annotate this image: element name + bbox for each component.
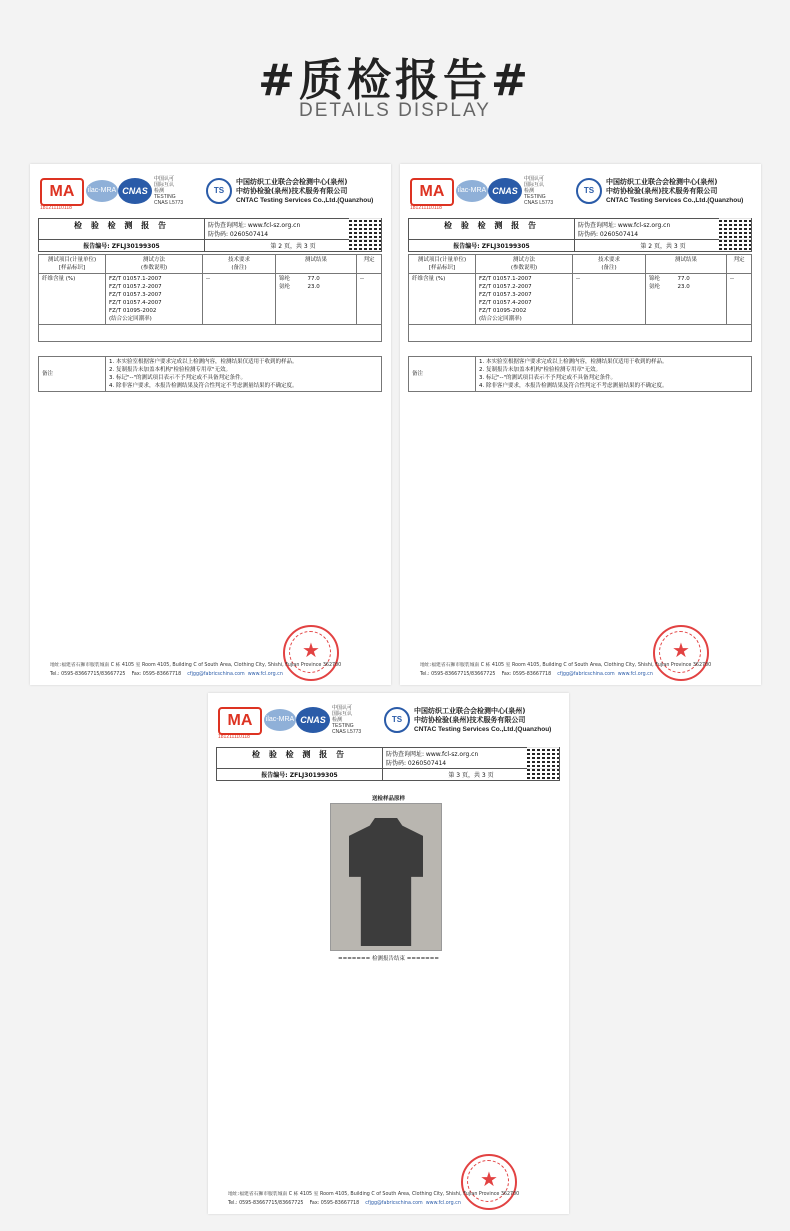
email-link[interactable]: cfjgg@fabricschina.com: [557, 672, 615, 677]
report-header-table: 检 验 检 测 报 告 防伪查询网址: www.fcl-sz.org.cn 防伪码: 0260507414 报告编号: ZFLJ30199305 第 2 页，共 3 页: [38, 218, 382, 252]
ma-number: 181211110118: [40, 205, 72, 211]
report-title: 检 验 检 测 报 告: [217, 748, 383, 769]
cnas-logo: CNAS: [118, 178, 152, 204]
notes-table: 备注 1. 本实验室根据客户要求完成以上检测内容，检测结果仅适用于收到的样品。 2. 复制报告未加盖本机构"检验检测专用章"无效。 3. 标记"--"的测试项目表示不予判定或不具备判定条件。 4. 除非客户要求，本报告检测结果及符合性判定不考虑测量结果的不确定度。: [408, 356, 752, 392]
sample-photo: [330, 803, 442, 951]
cert-logos: [408, 174, 554, 211]
email-link[interactable]: cfjgg@fabricschina.com: [365, 1201, 423, 1206]
ilac-logo: ilac-MRA: [456, 180, 488, 202]
web-link[interactable]: www.fcl.org.cn: [247, 672, 283, 677]
report-page-3: [208, 693, 569, 1214]
shirt-image: [349, 818, 423, 946]
ilac-logo: ilac-MRA: [86, 180, 118, 202]
report-page-1: [30, 164, 391, 685]
report-page-2: [400, 164, 761, 685]
web-link[interactable]: www.fcl.org.cn: [617, 672, 653, 677]
cnas-text: 中国认可 国际互认 检测 TESTING CNAS L5773: [332, 705, 362, 735]
report-number: 报告编号: ZFLJ30199305: [217, 769, 383, 781]
notes-table: 备注 1. 本实验室根据客户要求完成以上检测内容，检测结果仅适用于收到的样品。 2. 复制报告未加盖本机构"检验检测专用章"无效。 3. 标记"--"的测试项目表示不予判定或不具备判定条件。 4. 除非客户要求，本报告检测结果及符合性判定不考虑测量结果的不确定度。: [38, 356, 382, 392]
page-number: 第 2 页，共 3 页: [575, 240, 752, 252]
official-seal-icon: ★: [653, 625, 709, 681]
ts-logo-icon: TS: [384, 707, 410, 733]
ma-logo: MA: [40, 178, 84, 206]
page-number: 第 3 页，共 3 页: [383, 769, 560, 781]
results-table: 测试项目(计量单位) [样品标识] 测试方法 (参数说明) 技术要求 (备注) 测试结果 判定 纤维含量 (%) FZ/T 01057.1-2007 FZ/T 01057.2-2007 FZ/T 01057.3-2007 FZ/T 01057.4-2007 FZ/T 01095-2002 (结合公定回潮率) -- 锦纶 77.0 氨纶 23.0 --: [408, 254, 752, 342]
footer: 地址:福建省石狮市服装城南 C 栋 4105 室 Room 4105, Building C of South Area, Clothing City, Shishi, Fujian Province 362700 Tel.: 0595-83667715/83667725 Fax: 0595-83667718 cfjgg@fabricschina.com www.fcl.org.cn: [228, 1192, 520, 1206]
results-table: 测试项目(计量单位) [样品标识] 测试方法 (参数说明) 技术要求 (备注) 测试结果 判定 纤维含量 (%) FZ/T 01057.1-2007 FZ/T 01057.2-2007 FZ/T 01057.3-2007 FZ/T 01057.4-2007 FZ/T 01095-2002 (结合公定回潮率) -- 锦纶 77.0 氨纶 23.0 --: [38, 254, 382, 342]
web-link[interactable]: www.fcl.org.cn: [425, 1201, 461, 1206]
report-number: 报告编号: ZFLJ30199305: [39, 240, 205, 252]
report-number: 报告编号: ZFLJ30199305: [409, 240, 575, 252]
cnas-text: 中国认可 国际互认 检测 TESTING CNAS L5773: [524, 176, 554, 206]
footer: 地址:福建省石狮市服装城南 C 栋 4105 室 Room 4105, Building C of South Area, Clothing City, Shishi, Fujian Province 362700 Tel.: 0595-83667715/83667725 Fax: 0595-83667718 cfjgg@fabricschina.com www.fcl.org.cn: [50, 663, 342, 677]
page-number: 第 2 页，共 3 页: [205, 240, 382, 252]
ts-logo-icon: TS: [576, 178, 602, 204]
qr-code-icon[interactable]: [719, 218, 751, 250]
official-seal-icon: ★: [461, 1154, 517, 1210]
cert-logos: [216, 703, 362, 740]
company-name: 中国纺织工业联合会检测中心(泉州) 中纺协检验(泉州)技术服务有限公司 CNTAC Testing Services Co.,Ltd.(Quanzhou): [236, 178, 374, 204]
cnas-logo: CNAS: [296, 707, 330, 733]
ma-logo: MA: [218, 707, 262, 735]
email-link[interactable]: cfjgg@fabricschina.com: [187, 672, 245, 677]
qr-code-icon[interactable]: [349, 218, 381, 250]
ilac-logo: ilac-MRA: [264, 709, 296, 731]
page-title: #质检报告#: [258, 55, 532, 106]
cnas-text: 中国认可 国际互认 检测 TESTING CNAS L5773: [154, 176, 184, 206]
company-name: 中国纺织工业联合会检测中心(泉州) 中纺协检验(泉州)技术服务有限公司 CNTAC Testing Services Co.,Ltd.(Quanzhou): [606, 178, 744, 204]
ma-number: 181211110118: [410, 205, 442, 211]
cnas-logo: CNAS: [488, 178, 522, 204]
ma-number: 181211110118: [218, 734, 250, 740]
ma-logo: MA: [410, 178, 454, 206]
report-header-table: 检 验 检 测 报 告 防伪查询网址: www.fcl-sz.org.cn 防伪码: 0260507414 报告编号: ZFLJ30199305 第 3 页，共 3 页: [216, 747, 560, 781]
report-end-text: ======= 检测报告结束 =======: [337, 956, 439, 962]
photo-caption: 送检样品原样: [371, 796, 405, 802]
report-header-table: 检 验 检 测 报 告 防伪查询网址: www.fcl-sz.org.cn 防伪码: 0260507414 报告编号: ZFLJ30199305 第 2 页，共 3 页: [408, 218, 752, 252]
report-title: 检 验 检 测 报 告: [409, 219, 575, 240]
cert-logos: [38, 174, 184, 211]
ts-logo-icon: TS: [206, 178, 232, 204]
qr-code-icon[interactable]: [527, 747, 559, 779]
company-name: 中国纺织工业联合会检测中心(泉州) 中纺协检验(泉州)技术服务有限公司 CNTAC Testing Services Co.,Ltd.(Quanzhou): [414, 707, 552, 733]
official-seal-icon: ★: [283, 625, 339, 681]
footer: 地址:福建省石狮市服装城南 C 栋 4105 室 Room 4105, Building C of South Area, Clothing City, Shishi, Fujian Province 362700 Tel.: 0595-83667715/83667725 Fax: 0595-83667718 cfjgg@fabricschina.com www.fcl.org.cn: [420, 663, 712, 677]
page-subtitle: DETAILS DISPLAY: [299, 100, 491, 121]
report-title: 检 验 检 测 报 告: [39, 219, 205, 240]
